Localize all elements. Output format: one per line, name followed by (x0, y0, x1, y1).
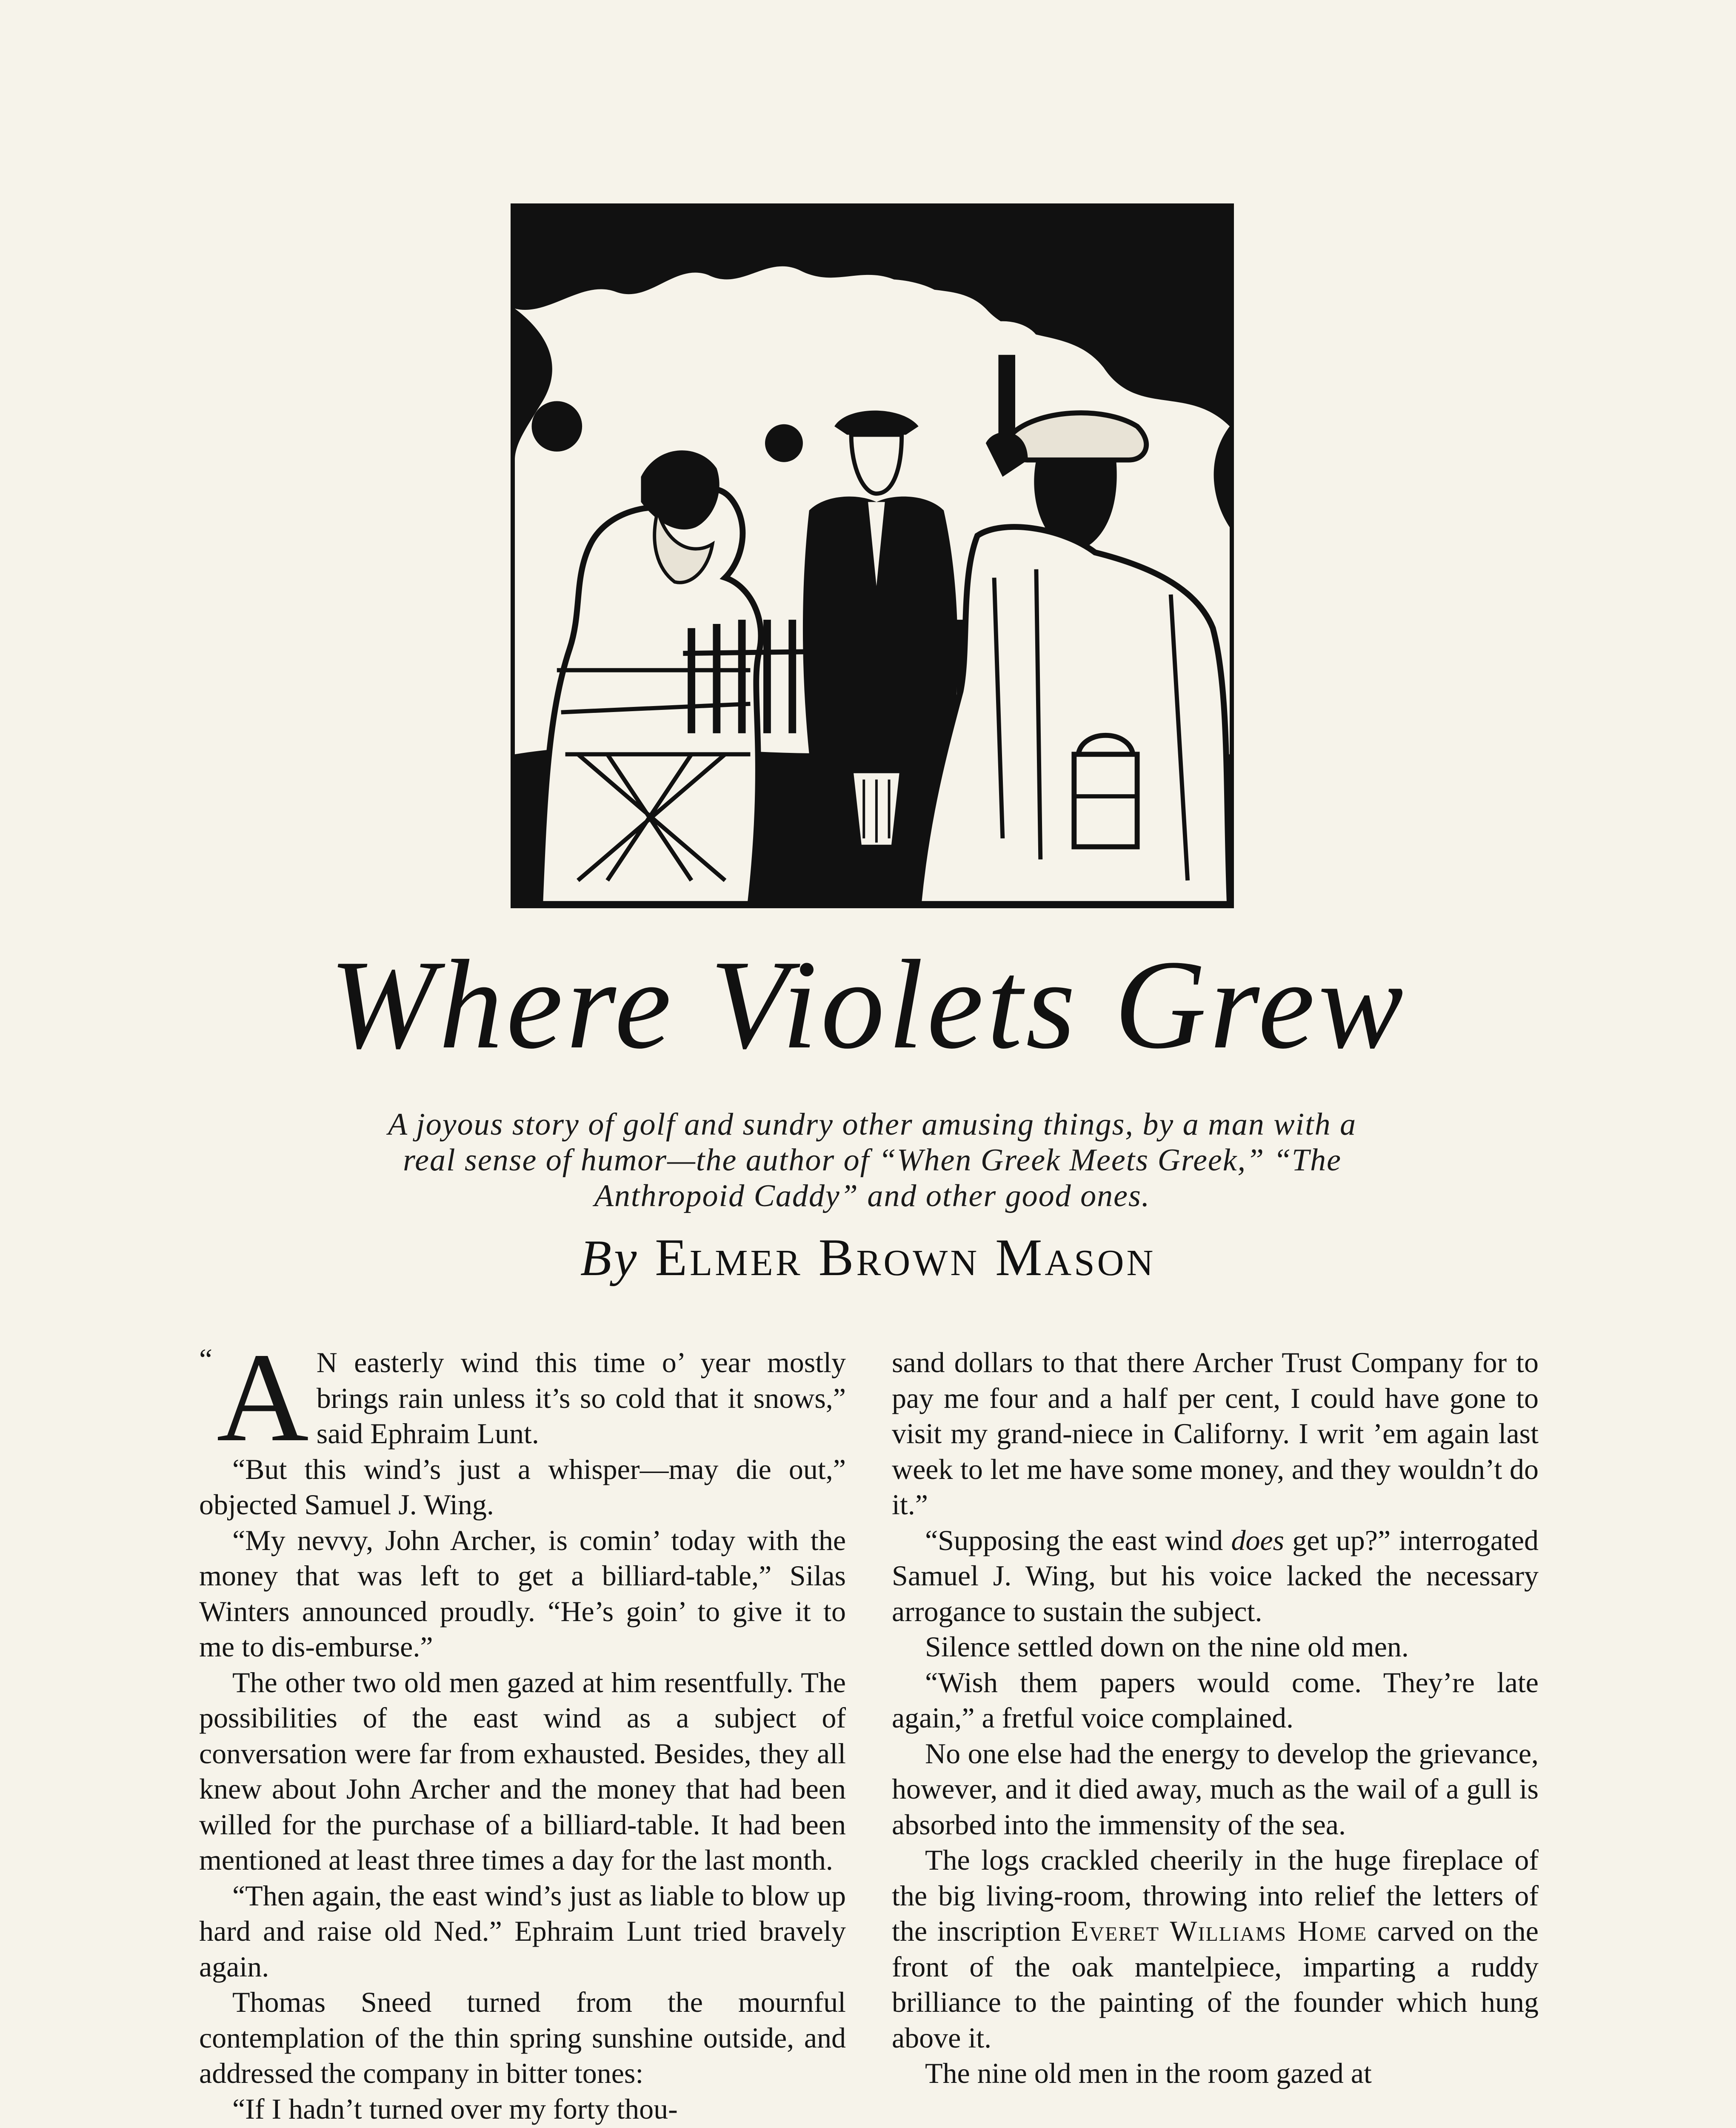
paragraph: sand dollars to that there Archer Trust Company for to pay me four and a half per cent, I could have gone to visit my grand-niece in Californy. I writ ’em again last week to let me have some money, and they wouldn’t do it.” (892, 1346, 1539, 1521)
story-illustration (511, 203, 1234, 908)
paragraph: The nine old men in the room gazed at (925, 2057, 1372, 2089)
text-run: “Supposing the east wind (925, 1524, 1231, 1556)
opening-quote: “ (199, 1343, 213, 1376)
paragraph: Silence settled down on the nine old men. (925, 1630, 1409, 1663)
drop-cap: A (217, 1327, 309, 1468)
paragraph: “Wish them papers would come. They’re late again,” a fretful voice complained. (892, 1666, 1539, 1734)
emphasis: does (1231, 1524, 1285, 1556)
author-name: Elmer Brown Mason (655, 1228, 1156, 1287)
text-run: get up?” interrogated Samuel J. Wing, but his voice lacked the necessary arrogance to sustain the subject. (892, 1524, 1539, 1627)
paragraph: “Then again, the east wind’s just as liable to blow up hard and raise old Ned.” Ephraim Lunt tried bravely again. (199, 1879, 846, 1983)
story-subtitle: A joyous story of golf and sundry other amusing things, by a man with a real sense of humor—the author of “When Greek Meets Greek,” “The Anthropoid Caddy” and other good ones. (388, 1107, 1357, 1213)
paragraph: “My nevvy, John Archer, is comin’ today with the money that was left to get a billiard-table,” Silas Winters announced proudly. “He’s goin’ to give it to me to dis-emburse.” (199, 1524, 846, 1663)
byline (0, 1226, 1736, 1290)
left-column (199, 1327, 846, 2127)
paragraph: “If I hadn’t turned over my forty thou- (232, 2092, 678, 2125)
paragraph (892, 1842, 1539, 2056)
paragraph (892, 1523, 1539, 1630)
text-run: carved on the front of the oak mantelpiece, imparting a ruddy brilliance to the painting of the founder which hung above it. (892, 1915, 1539, 2054)
story-title: Where Violets Grew (329, 934, 1407, 1075)
paragraph: Thomas Sneed turned from the mournful contemplation of the thin spring sunshine outside, and addressed the company in bitter tones: (199, 1986, 846, 2089)
inscription: Everet Williams Home (1071, 1915, 1368, 1947)
paragraph: “But this wind’s just a whisper—may die out,” objected Samuel J. Wing. (199, 1453, 846, 1521)
right-column (892, 1345, 1539, 2091)
paragraph (199, 1327, 846, 1468)
paragraph: The other two old men gazed at him resentfully. The possibilities of the east wind as a subject of conversation were far from exhausted. Besides, they all knew about John Archer and the money that had been willed for the purchase of a billiard-table. It had been mentioned at least three times a day for the last month. (199, 1666, 846, 1876)
paragraph-text: N easterly wind this time o’ year mostly brings rain unless it’s so cold that it snows,” said Ephraim Lunt. (316, 1346, 846, 1450)
woodcut-scene-image (515, 208, 1230, 904)
paragraph: No one else had the energy to develop the grievance, however, and it died away, much as the wail of a gull is absorbed into the immensity of the sea. (892, 1737, 1539, 1841)
text-run: The logs crackled cheerily in the huge fireplace of the big living-room, throwing into relief the letters of the inscription (892, 1844, 1539, 1947)
byline-prefix: By (580, 1230, 640, 1286)
